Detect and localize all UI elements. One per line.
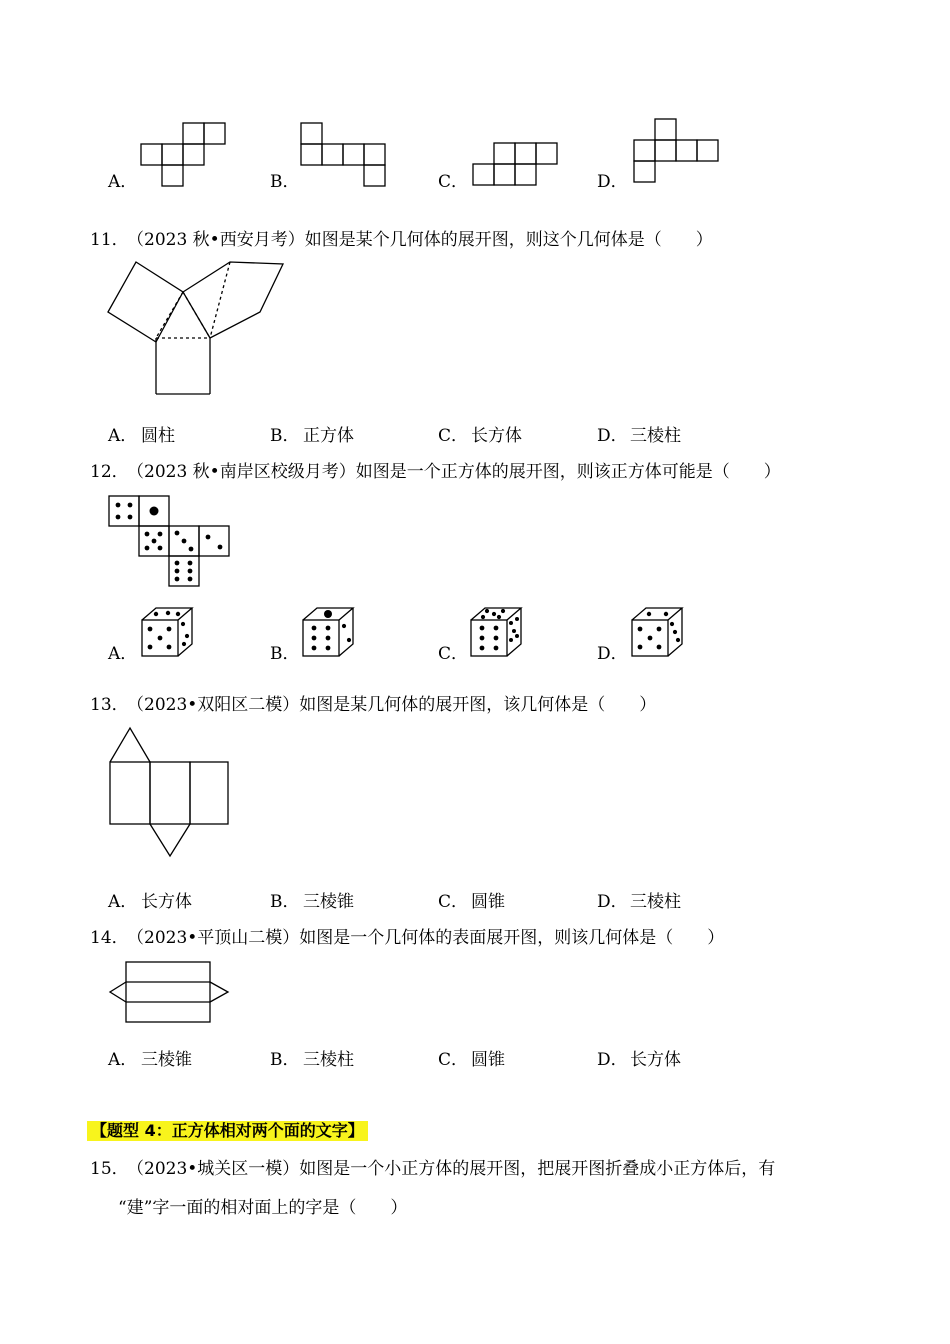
- q10-net-c-figure: [473, 142, 563, 188]
- q15-stem-line2: “建”字一面的相对面上的字是（ ）: [118, 1198, 408, 1218]
- q11-option-b-letter: B．: [270, 426, 300, 446]
- q13-option-b-letter: B．: [270, 892, 300, 912]
- q11-net-figure: [108, 260, 288, 396]
- q13-option-b-text: 三棱锥: [303, 892, 354, 912]
- q13-option-d-letter: D．: [597, 892, 628, 912]
- q10-net-b-figure: [300, 122, 390, 188]
- q12-option-b-letter: B．: [270, 644, 300, 664]
- q12-cube-d-figure: [630, 606, 686, 658]
- q11-option-d-letter: D．: [597, 426, 628, 446]
- q12-cube-c-figure: [469, 606, 525, 658]
- q11-option-b-text: 正方体: [303, 426, 354, 446]
- q14-option-d-text: 长方体: [630, 1050, 681, 1070]
- q14-stem: （2023•平顶山二模）如图是一个几何体的表面展开图，则该几何体是（ ）: [127, 928, 725, 948]
- q11-number: 11．: [90, 230, 129, 250]
- section-title-highlight: 【题型 4：正方体相对两个面的文字】: [87, 1121, 368, 1141]
- q10-option-c-letter: C．: [438, 172, 469, 192]
- q12-option-a-letter: A．: [108, 644, 138, 664]
- q10-net-d-figure: [634, 118, 724, 188]
- q13-option-a-text: 长方体: [141, 892, 192, 912]
- q15-stem-line1: （2023•城关区一模）如图是一个小正方体的展开图，把展开图折叠成小正方体后，有: [127, 1159, 776, 1179]
- q11-option-c-letter: C．: [438, 426, 469, 446]
- q12-cube-a-figure: [140, 606, 196, 658]
- q14-number: 14．: [90, 928, 129, 948]
- q11-option-a-letter: A．: [108, 426, 138, 446]
- q12-dice-net-figure: [108, 495, 234, 589]
- q14-option-a-letter: A．: [108, 1050, 138, 1070]
- q10-option-a-letter: A．: [108, 172, 138, 192]
- q13-option-c-letter: C．: [438, 892, 469, 912]
- q12-cube-b-figure: [301, 606, 357, 658]
- q12-stem: （2023 秋•南岸区校级月考）如图是一个正方体的展开图，则该正方体可能是（ ）: [127, 462, 781, 482]
- q14-option-c-text: 圆锥: [471, 1050, 505, 1070]
- q10-option-d-letter: D．: [597, 172, 628, 192]
- q13-option-c-text: 圆锥: [471, 892, 505, 912]
- q14-option-a-text: 三棱锥: [141, 1050, 192, 1070]
- q12-option-d-letter: D．: [597, 644, 628, 664]
- q13-option-a-letter: A．: [108, 892, 138, 912]
- q13-net-figure: [108, 726, 232, 860]
- q14-option-b-text: 三棱柱: [303, 1050, 354, 1070]
- q14-option-c-letter: C．: [438, 1050, 469, 1070]
- q12-number: 12．: [90, 462, 129, 482]
- q13-option-d-text: 三棱柱: [630, 892, 681, 912]
- q13-number: 13．: [90, 695, 129, 715]
- q11-option-a-text: 圆柱: [141, 426, 175, 446]
- q12-option-c-letter: C．: [438, 644, 469, 664]
- q11-option-c-text: 长方体: [471, 426, 522, 446]
- q11-option-d-text: 三棱柱: [630, 426, 681, 446]
- q14-option-d-letter: D．: [597, 1050, 628, 1070]
- q15-number: 15．: [90, 1159, 129, 1179]
- q10-net-a-figure: [140, 122, 230, 188]
- q14-net-figure: [108, 960, 232, 1026]
- q14-option-b-letter: B．: [270, 1050, 300, 1070]
- q10-option-b-letter: B．: [270, 172, 300, 192]
- q13-stem: （2023•双阳区二模）如图是某几何体的展开图，该几何体是（ ）: [127, 695, 657, 715]
- q11-stem: （2023 秋•西安月考）如图是某个几何体的展开图，则这个几何体是（ ）: [127, 230, 713, 250]
